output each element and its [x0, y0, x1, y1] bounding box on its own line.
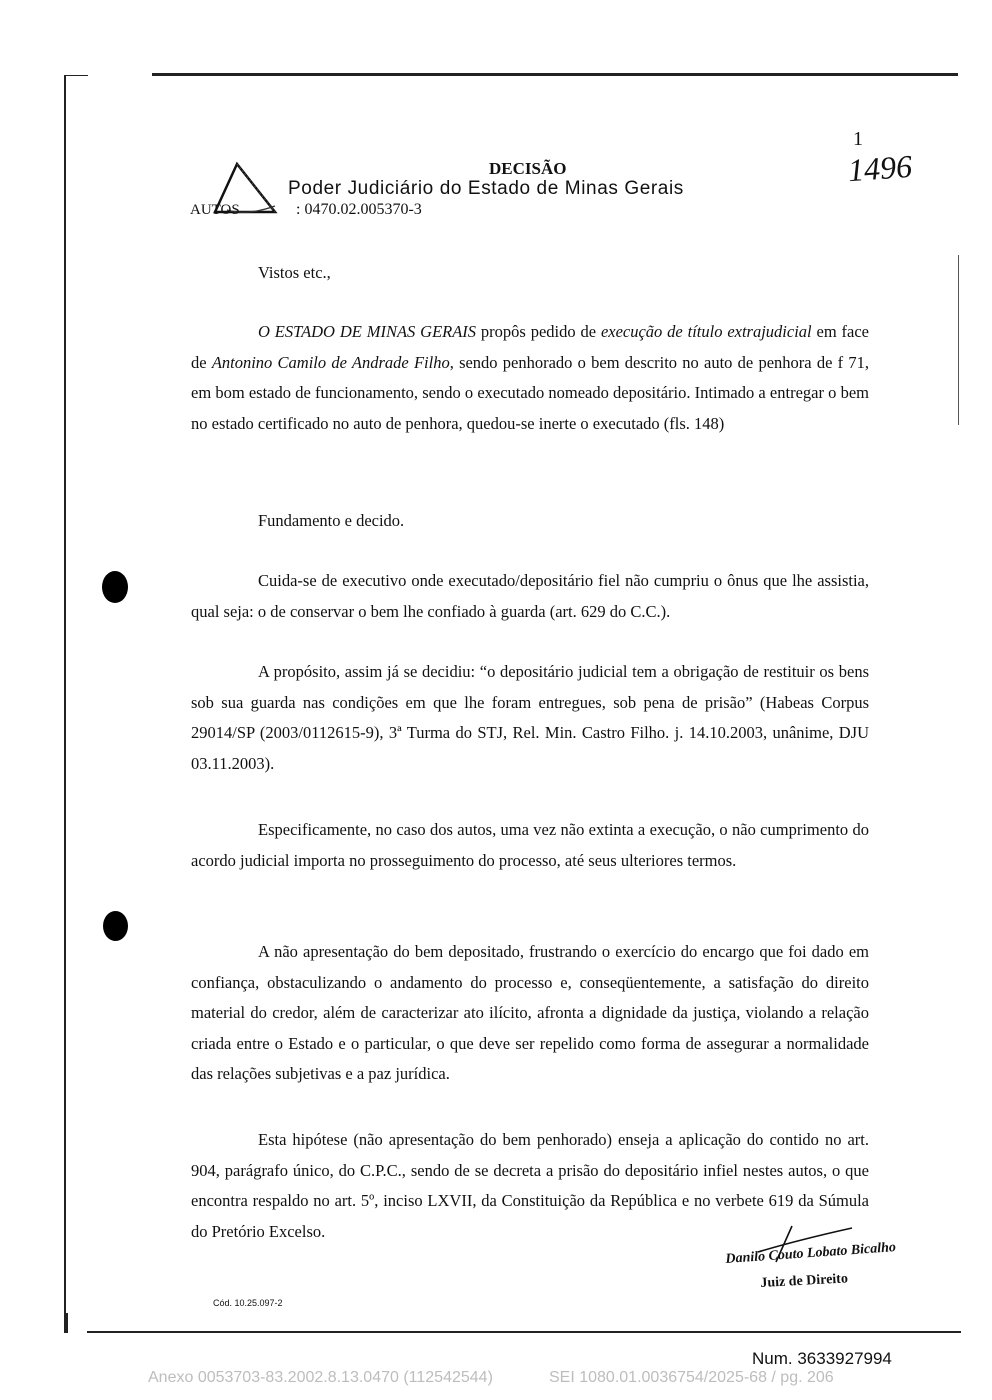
- opening-text: Vistos etc.,: [258, 263, 331, 282]
- punch-hole-top: [102, 571, 128, 603]
- decision-title: DECISÃO: [489, 159, 567, 178]
- frame-bottom-line: [87, 1331, 961, 1333]
- p1-party: O ESTADO DE MINAS GERAIS: [258, 322, 477, 341]
- right-margin-mark: [958, 255, 959, 425]
- paragraph-3: [191, 566, 869, 627]
- paragraph-4: [191, 657, 869, 779]
- paragraph-5: [191, 815, 869, 876]
- frame-left-bottom-stroke: [64, 1313, 68, 1333]
- footer-num: Num. 3633927994: [752, 1349, 892, 1368]
- p3-text: Cuida-se de executivo onde executado/depositário fiel não cumpriu o ônus que lhe assistia, qual seja: o de conservar o bem lhe confiado à guarda (art. 629 do C.C.).: [191, 571, 869, 621]
- signature-role: Juiz de Direito: [760, 1271, 849, 1291]
- institution-name: Poder Judiciário do Estado de Minas Gerais: [288, 178, 684, 199]
- paragraph-1: [191, 317, 869, 439]
- signature-name: Danilo Couto Lobato Bicalho: [725, 1240, 897, 1267]
- p1-text-b: propôs pedido de: [476, 322, 601, 341]
- autos-number: : 0470.02.005370-3: [296, 201, 422, 218]
- footer-sei: SEI 1080.01.0036754/2025-68 / pg. 206: [549, 1369, 834, 1386]
- p2-text: Fundamento e decido.: [258, 511, 405, 530]
- p4-text: A propósito, assim já se decidiu: “o depositário judicial tem a obrigação de restituir os bens sob sua guarda nas condições em que lhe foram entregues, sob pena de prisão” (Habeas Corpus 29014/SP (2003/0112615-9), 3ª Turma do STJ, Rel. Min. Castro Filho. j. 14.10.2003, unânime, DJU 03.11.2003).: [191, 662, 869, 773]
- paragraph-6: [191, 937, 869, 1090]
- p1-defendant: Antonino Camilo de Andrade Filho: [211, 352, 450, 372]
- p1-text-f: , sendo penhorado o bem descrito no auto de penhora de f 71, em bom estado de funcionamento, sendo o executado nomeado depositário. Intimado a entregar o bem no estado certificado no auto de penhora, quedou-se inerte o executado (fls. 148): [191, 352, 870, 433]
- p1-text-d: em face de: [191, 322, 870, 372]
- p1-action: execução de título extrajudicial: [600, 322, 812, 341]
- form-code: Cód. 10.25.097-2: [213, 1298, 283, 1308]
- punch-hole-bottom: [103, 911, 128, 941]
- folio-handwritten: 1496: [846, 147, 914, 189]
- frame-top-left-line: [64, 75, 88, 76]
- autos-label: AUTOS: [190, 202, 240, 218]
- paragraph-2: [191, 506, 869, 537]
- p5-text: Especificamente, no caso dos autos, uma vez não extinta a execução, o não cumprimento do acordo judicial importa no prosseguimento do processo, até seus ulteriores termos.: [191, 820, 869, 870]
- page-number: 1: [853, 128, 863, 150]
- frame-left-line: [64, 75, 66, 1333]
- footer-annex: Anexo 0053703-83.2002.8.13.0470 (112542544): [148, 1369, 493, 1386]
- frame-top-line: [152, 73, 958, 76]
- p7-text: Esta hipótese (não apresentação do bem penhorado) enseja a aplicação do contido no art. 904, parágrafo único, do C.P.C., sendo de se decreta a prisão do depositário infiel nestes autos, o que encontra respaldo no art. 5º, inciso LXVII, da Constituição da República e no verbete 619 da Súmula do Pretório Excelso.: [191, 1130, 869, 1241]
- opening: [191, 258, 869, 289]
- p6-text: A não apresentação do bem depositado, frustrando o exercício do encargo que foi dado em confiança, obstaculizando o andamento do processo e, conseqüentemente, a satisfação do direito material do credor, além de caracterizar ato ilícito, afronta a dignidade da justiça, violando a relação criada entre o Estado e o particular, o que deve ser repelido como forma de assegurar a normalidade das relações subjetivas e a paz jurídica.: [191, 942, 869, 1083]
